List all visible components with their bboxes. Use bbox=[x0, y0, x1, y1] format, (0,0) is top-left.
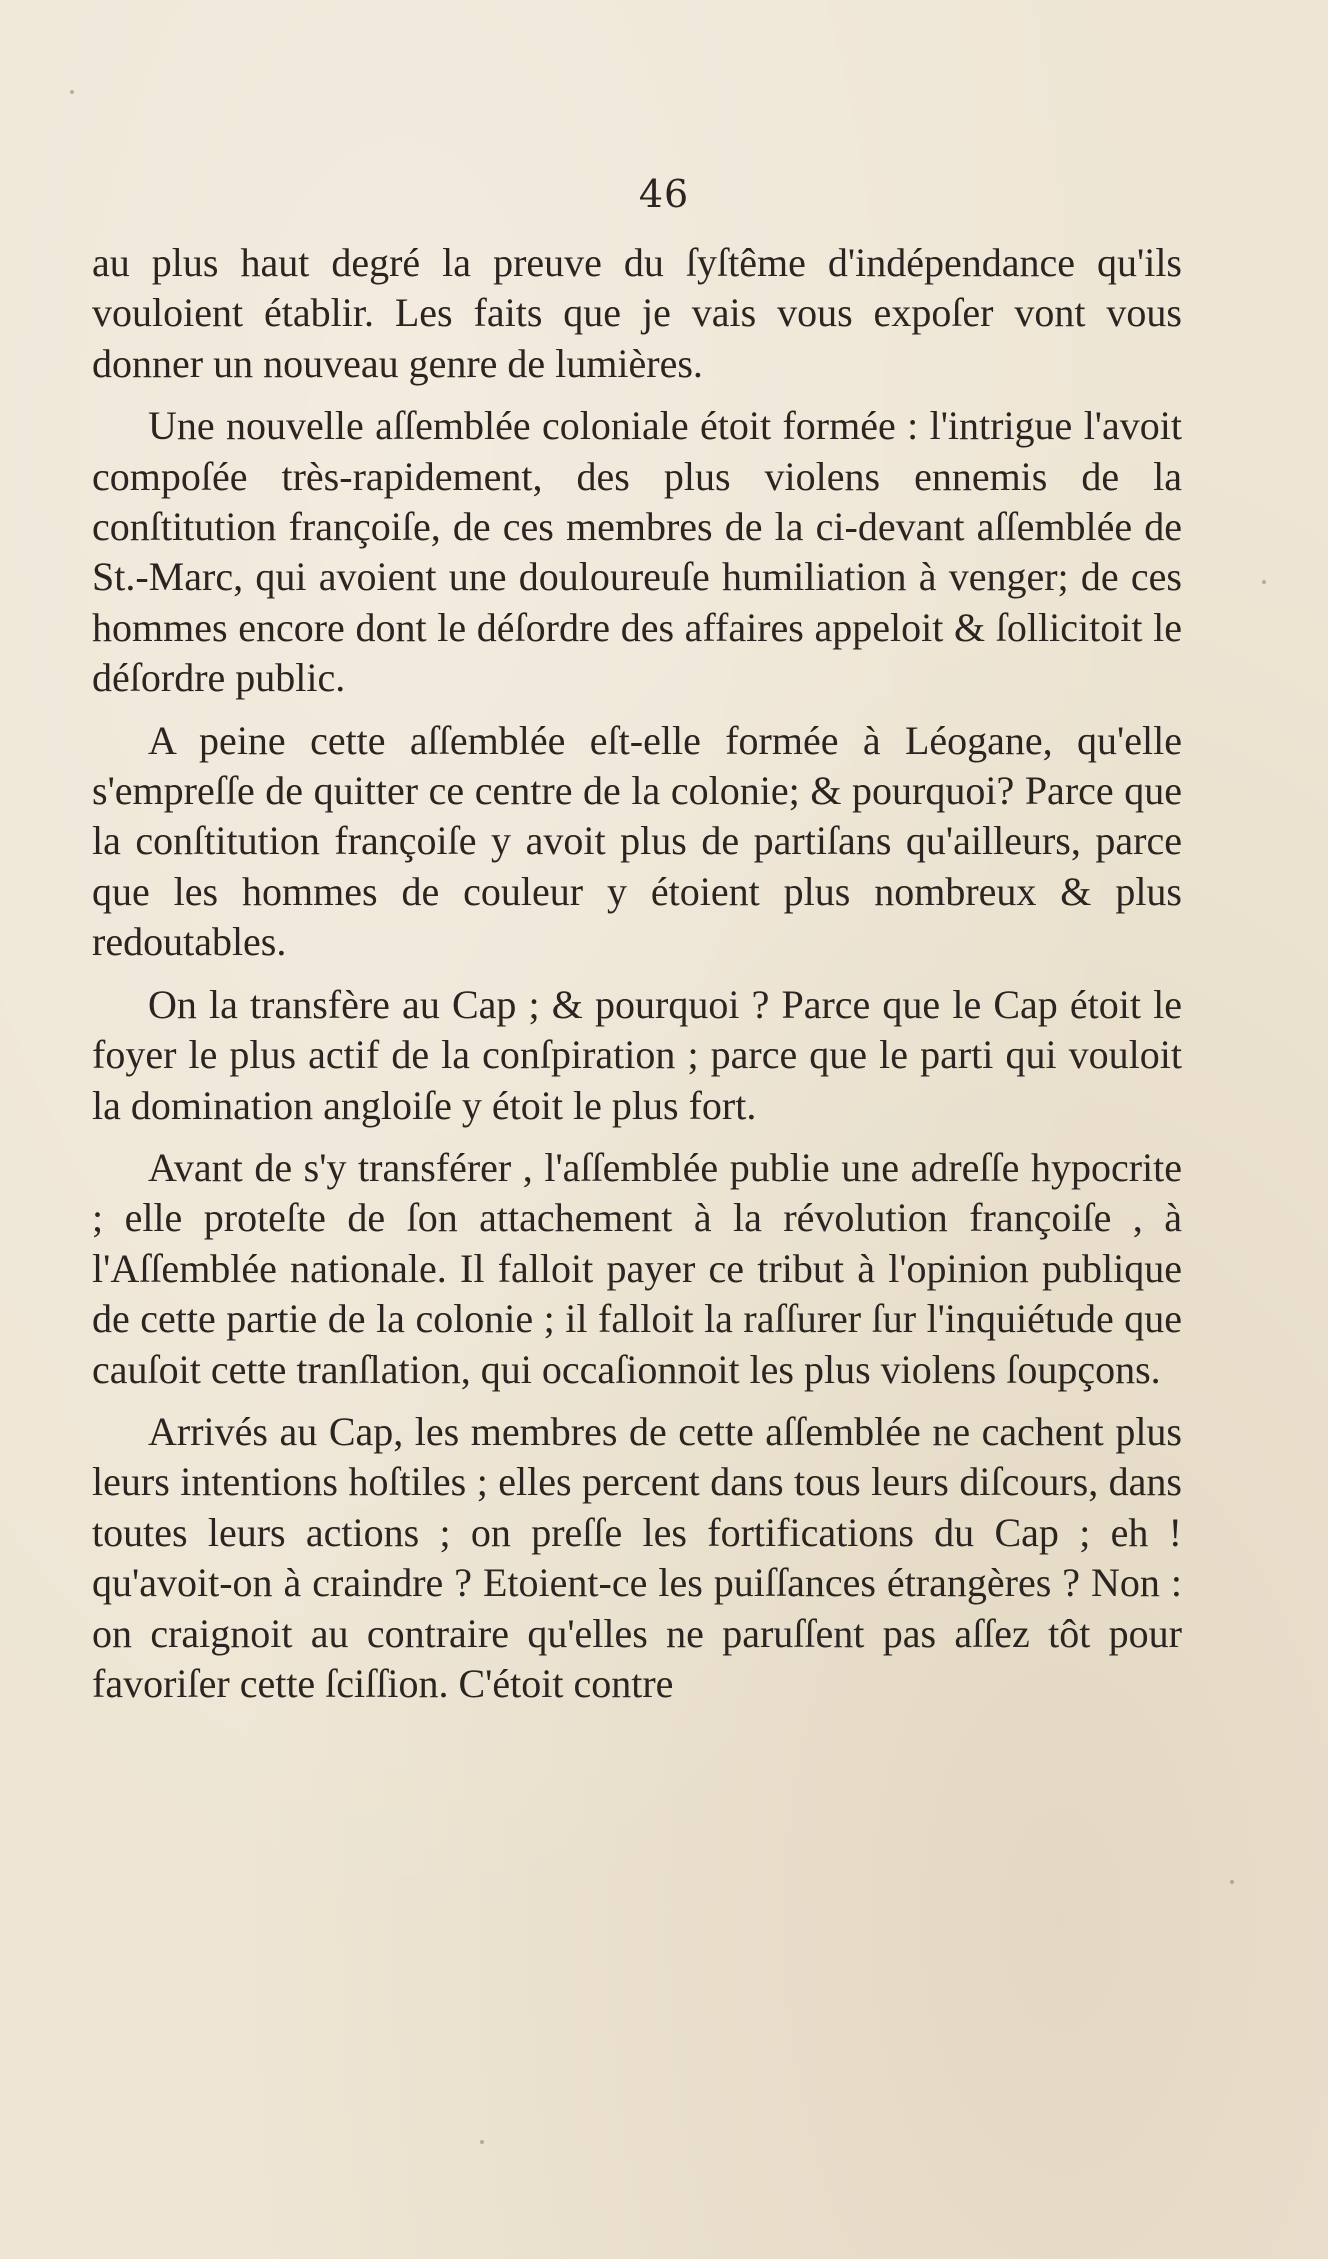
page-number: 46 bbox=[638, 172, 690, 216]
page-text bbox=[92, 238, 1182, 1721]
paragraph-4: On la transfère au Cap ; & pourquoi ? Parce que le Cap étoit le foyer le plus actif de la conſpiration ; parce que le parti qui vouloit la domination angloiſe y étoit le plus fort. bbox=[92, 981, 1182, 1128]
paragraph-6: Arrivés au Cap, les membres de cette aſſemblée ne cachent plus leurs intentions hoſtiles ; elles percent dans tous leurs diſcours, dans toutes leurs actions ; on preſſe les fortifications du Cap ; eh ! qu'avoit-on à craindre ? Etoient-ce les puiſſances étrangères ? Non : on craignoit au contraire qu'elles ne paruſſent pas aſſez tôt pour favoriſer cette ſciſſion. C'étoit contre bbox=[92, 1408, 1182, 1706]
paragraph-2: Une nouvelle aſſemblée coloniale étoit formée : l'intrigue l'avoit compoſée très-rapidement, des plus violens ennemis de la conſtitution françoiſe, de ces membres de la ci-devant aſſemblée de St.-Marc, qui avoient une douloureuſe humiliation à venger; de ces hommes encore dont le déſordre des affaires appeloit & ſollicitoit le déſordre public. bbox=[92, 403, 1182, 701]
paper-speck bbox=[480, 2140, 484, 2144]
paper-speck bbox=[1262, 580, 1266, 584]
paper-speck bbox=[1230, 1880, 1234, 1884]
paper-speck bbox=[70, 90, 74, 94]
paragraph-1: au plus haut degré la preuve du ſyſtême d'indépendance qu'ils vouloient établir. Les faits que je vais vous expoſer vont vous donner un nouveau genre de lumières. bbox=[92, 240, 1182, 386]
paragraph-5: Avant de s'y transférer , l'aſſemblée publie une adreſſe hypocrite ; elle proteſte de ſon attachement à la révolution françoiſe , à l'Aſſemblée nationale. Il falloit payer ce tribut à l'opinion publique de cette partie de la colonie ; il falloit la raſſurer ſur l'inquiétude que cauſoit cette tranſlation, qui occaſionnoit les plus violens ſoupçons. bbox=[92, 1144, 1182, 1392]
paragraph-3: A peine cette aſſemblée eſt-elle formée à Léogane, qu'elle s'empreſſe de quitter ce centre de la colonie; & pourquoi? Parce que la conſtitution françoiſe y avoit plus de partiſans qu'ailleurs, parce que les hommes de couleur y étoient plus nombreux & plus redoutables. bbox=[92, 717, 1182, 965]
